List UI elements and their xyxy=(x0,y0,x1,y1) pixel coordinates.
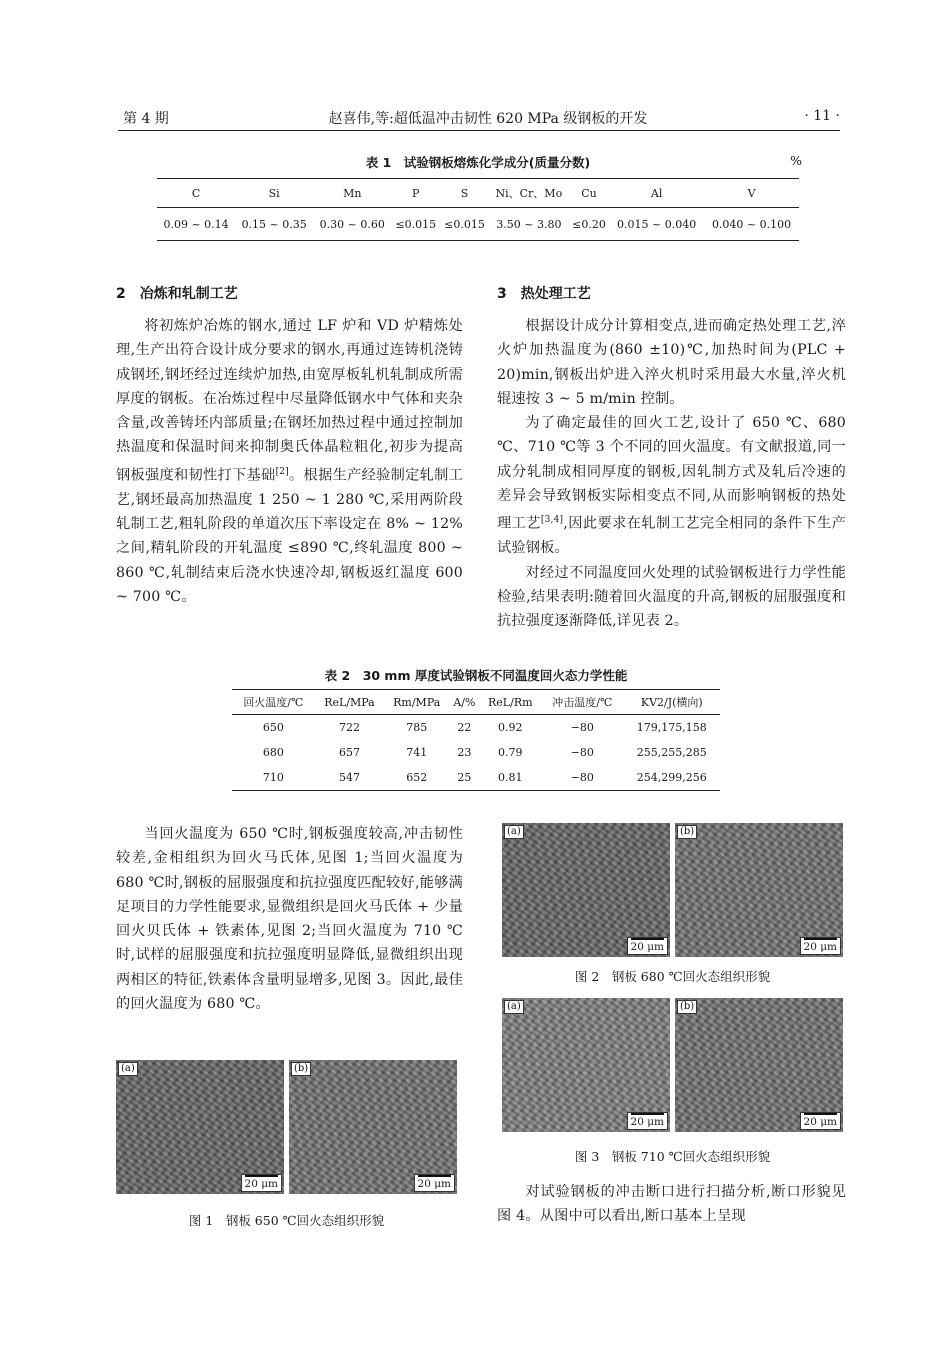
micrograph-fig1-a xyxy=(116,1060,284,1194)
table-cell: ≤0.015 xyxy=(440,208,489,241)
column-header: 冲击温度/℃ xyxy=(541,690,624,715)
column-header: V xyxy=(704,179,799,208)
results-discussion xyxy=(116,822,463,1016)
panel-label: (b) xyxy=(677,1000,697,1014)
panel-label: (a) xyxy=(118,1062,138,1076)
table-cell: 710 xyxy=(232,765,315,791)
table-cell: 23 xyxy=(457,746,472,759)
paragraph: 根据设计成分计算相变点,进而确定热处理工艺,淬火炉加热温度为(860 ±10)℃,加热时间为(PLC + 20)min,钢板出炉进入淬火机时采用最大水量,淬火机辊速按 3 ~ 5 m/min 控制。 xyxy=(497,318,846,407)
table-cell: 0.09 ~ 0.14 xyxy=(157,208,235,241)
table-cell: 0.040 ~ 0.100 xyxy=(704,208,799,241)
column-header: Ni、Cr、Mo xyxy=(489,179,569,208)
table-row xyxy=(232,715,720,741)
citation: [2] xyxy=(275,466,289,477)
composition-table xyxy=(157,178,799,241)
figure-2-caption: 图 2 钢板 680 ℃回火态组织形貌 xyxy=(574,969,771,984)
table-header-row xyxy=(232,690,720,715)
table-row xyxy=(157,208,799,241)
table-row xyxy=(232,740,720,765)
table-header-row xyxy=(157,179,799,208)
column-header: ReL/Rm xyxy=(480,690,541,715)
paragraph: 当回火温度为 650 ℃时,钢板强度较高,冲击韧性较差,金相组织为回火马氏体,见图 1;当回火温度为 680 ℃时,钢板的屈服强度和抗拉强度匹配较好,能够满足项目的力学性能要求,显微组织是回火马氏体 + 少量回火贝氏体 + 铁素体,见图 2;当回火温度为 710 ℃时,试样的屈服强度和抗拉强度明显降低,显微组织出现两相区的特征,铁素体含量明显增多,见图 3。因此,最佳的回火温度为 680 ℃。 xyxy=(116,826,463,1013)
column-header: 回火温度/℃ xyxy=(232,690,315,715)
micrograph-fig3-a xyxy=(502,998,670,1132)
micrograph-fig1-b xyxy=(289,1060,457,1194)
panel-label: (b) xyxy=(677,825,697,839)
scale-bar: 20 μm xyxy=(241,1174,282,1192)
scale-bar: 20 μm xyxy=(800,937,841,955)
panel-label: (a) xyxy=(504,825,524,839)
paragraph: 对经过不同温度回火处理的试验钢板进行力学性能检验,结果表明:随着回火温度的升高,钢板的屈服强度和抗拉强度逐渐降低,详见表 2。 xyxy=(497,564,846,630)
table-cell: 0.79 xyxy=(498,746,523,759)
scale-bar: 20 μm xyxy=(800,1112,841,1130)
running-title: 赵喜伟,等:超低温冲击韧性 620 MPa 级钢板的开发 xyxy=(328,111,648,127)
column-header: Al xyxy=(609,179,704,208)
table-cell: 22 xyxy=(457,721,472,734)
paragraph: 将初炼炉冶炼的钢水,通过 LF 炉和 VD 炉精炼处理,生产出符合设计成分要求的钢水,再通过连铸机浇铸成钢坯,钢坯经过连续炉加热,由宽厚板轧机轧制成所需厚度的钢板。在冶炼过程中尽量降低钢水中气体和夹杂含量,改善铸坯内部质量;在钢坯加热过程中通过控制加热温度和保温时间来抑制奥氏体晶粒粗化,初步为提高钢板强度和韧性打下基础[2]。根据生产经验制定轧制工艺,钢坯最高加热温度 1 250 ~ 1 280 ℃,采用两阶段轧制工艺,粗轧阶段的单道次压下率设定在 8% ~ 12% 之间,精轧阶段的开轧温度 ≤890 ℃,终轧温度 800 ~ 860 ℃,轧制结束后浇水快速冷却,钢板返红温度 600 ~ 700 ℃。 xyxy=(116,318,464,605)
table-cell: 254,299,256 xyxy=(624,765,720,791)
section-2-heading: 2 冶炼和轧制工艺 xyxy=(116,286,238,302)
table-cell: 25 xyxy=(449,765,479,791)
header-rule xyxy=(118,130,840,131)
figure-1-caption: 图 1 钢板 650 ℃回火态组织形貌 xyxy=(188,1213,385,1228)
section-3-heading: 3 热处理工艺 xyxy=(497,286,591,302)
panel-label: (a) xyxy=(504,1000,524,1014)
column-header: Cu xyxy=(569,179,609,208)
table-cell: 650 xyxy=(262,721,284,734)
table1-unit: % xyxy=(790,153,802,168)
column-header: A/% xyxy=(449,690,479,715)
column-header: KV2/J(横向) xyxy=(624,690,720,715)
table-row xyxy=(232,765,720,791)
column-header: P xyxy=(391,179,440,208)
citation: [3,4] xyxy=(540,515,564,526)
table-cell: 657 xyxy=(338,746,360,759)
micrograph-fig3-b xyxy=(675,998,843,1132)
table-cell: 722 xyxy=(338,721,360,734)
table-cell: 0.30 ~ 0.60 xyxy=(313,208,391,241)
table-cell: −80 xyxy=(570,721,594,734)
table-cell: 0.15 ~ 0.35 xyxy=(235,208,313,241)
table-cell: 652 xyxy=(384,765,449,791)
figure-3-caption: 图 3 钢板 710 ℃回火态组织形貌 xyxy=(574,1149,771,1164)
table-cell: 0.81 xyxy=(480,765,541,791)
section-3-body xyxy=(497,314,846,634)
micrograph-fig2-b xyxy=(675,823,843,957)
table-cell: −80 xyxy=(541,765,624,791)
scale-bar: 20 μm xyxy=(627,1112,668,1130)
column-header: Mn xyxy=(313,179,391,208)
table-cell: ≤0.20 xyxy=(569,208,609,241)
table2-caption: 表 2 30 mm 厚度试验钢板不同温度回火态力学性能 xyxy=(324,668,628,683)
issue-number: 第 4 期 xyxy=(123,111,169,127)
table-cell: −80 xyxy=(570,746,594,759)
column-header: Si xyxy=(235,179,313,208)
panel-label: (b) xyxy=(291,1062,311,1076)
table-cell: 0.92 xyxy=(498,721,523,734)
micrograph-fig2-a xyxy=(502,823,670,957)
table-cell: 741 xyxy=(406,746,428,759)
column-header: S xyxy=(440,179,489,208)
scale-bar: 20 μm xyxy=(414,1174,455,1192)
column-header: ReL/MPa xyxy=(315,690,385,715)
table-cell: 179,175,158 xyxy=(636,721,707,734)
table-cell: 785 xyxy=(406,721,428,734)
table-cell: 680 xyxy=(262,746,284,759)
table-cell: 255,255,285 xyxy=(636,746,707,759)
table-cell: 547 xyxy=(315,765,385,791)
table-cell: ≤0.015 xyxy=(391,208,440,241)
table-cell: 0.015 ~ 0.040 xyxy=(609,208,704,241)
paragraph: 为了确定最佳的回火工艺,设计了 650 ℃、680 ℃、710 ℃等 3 个不同的回火温度。有文献报道,同一成分轧制成相同厚度的钢板,因轧制方式及轧后冷速的差异会导致钢板实际相变点不同,从而影响钢板的热处理工艺[3,4],因此要求在轧制工艺完全相同的条件下生产试验钢板。 xyxy=(497,415,846,557)
paragraph: 对试验钢板的冲击断口进行扫描分析,断口形貌见图 4。从图中可以看出,断口基本上呈现 xyxy=(497,1184,846,1225)
page-number: · 11 · xyxy=(804,108,840,124)
table-cell: 3.50 ~ 3.80 xyxy=(489,208,569,241)
column-header: C xyxy=(157,179,235,208)
column-header: Rm/MPa xyxy=(384,690,449,715)
fracture-analysis-text xyxy=(497,1180,846,1229)
mechanical-properties-table xyxy=(232,689,720,791)
table1-caption: 表 1 试验钢板熔炼化学成分(质量分数) xyxy=(365,155,591,170)
scale-bar: 20 μm xyxy=(627,937,668,955)
section-2-body xyxy=(116,314,463,609)
